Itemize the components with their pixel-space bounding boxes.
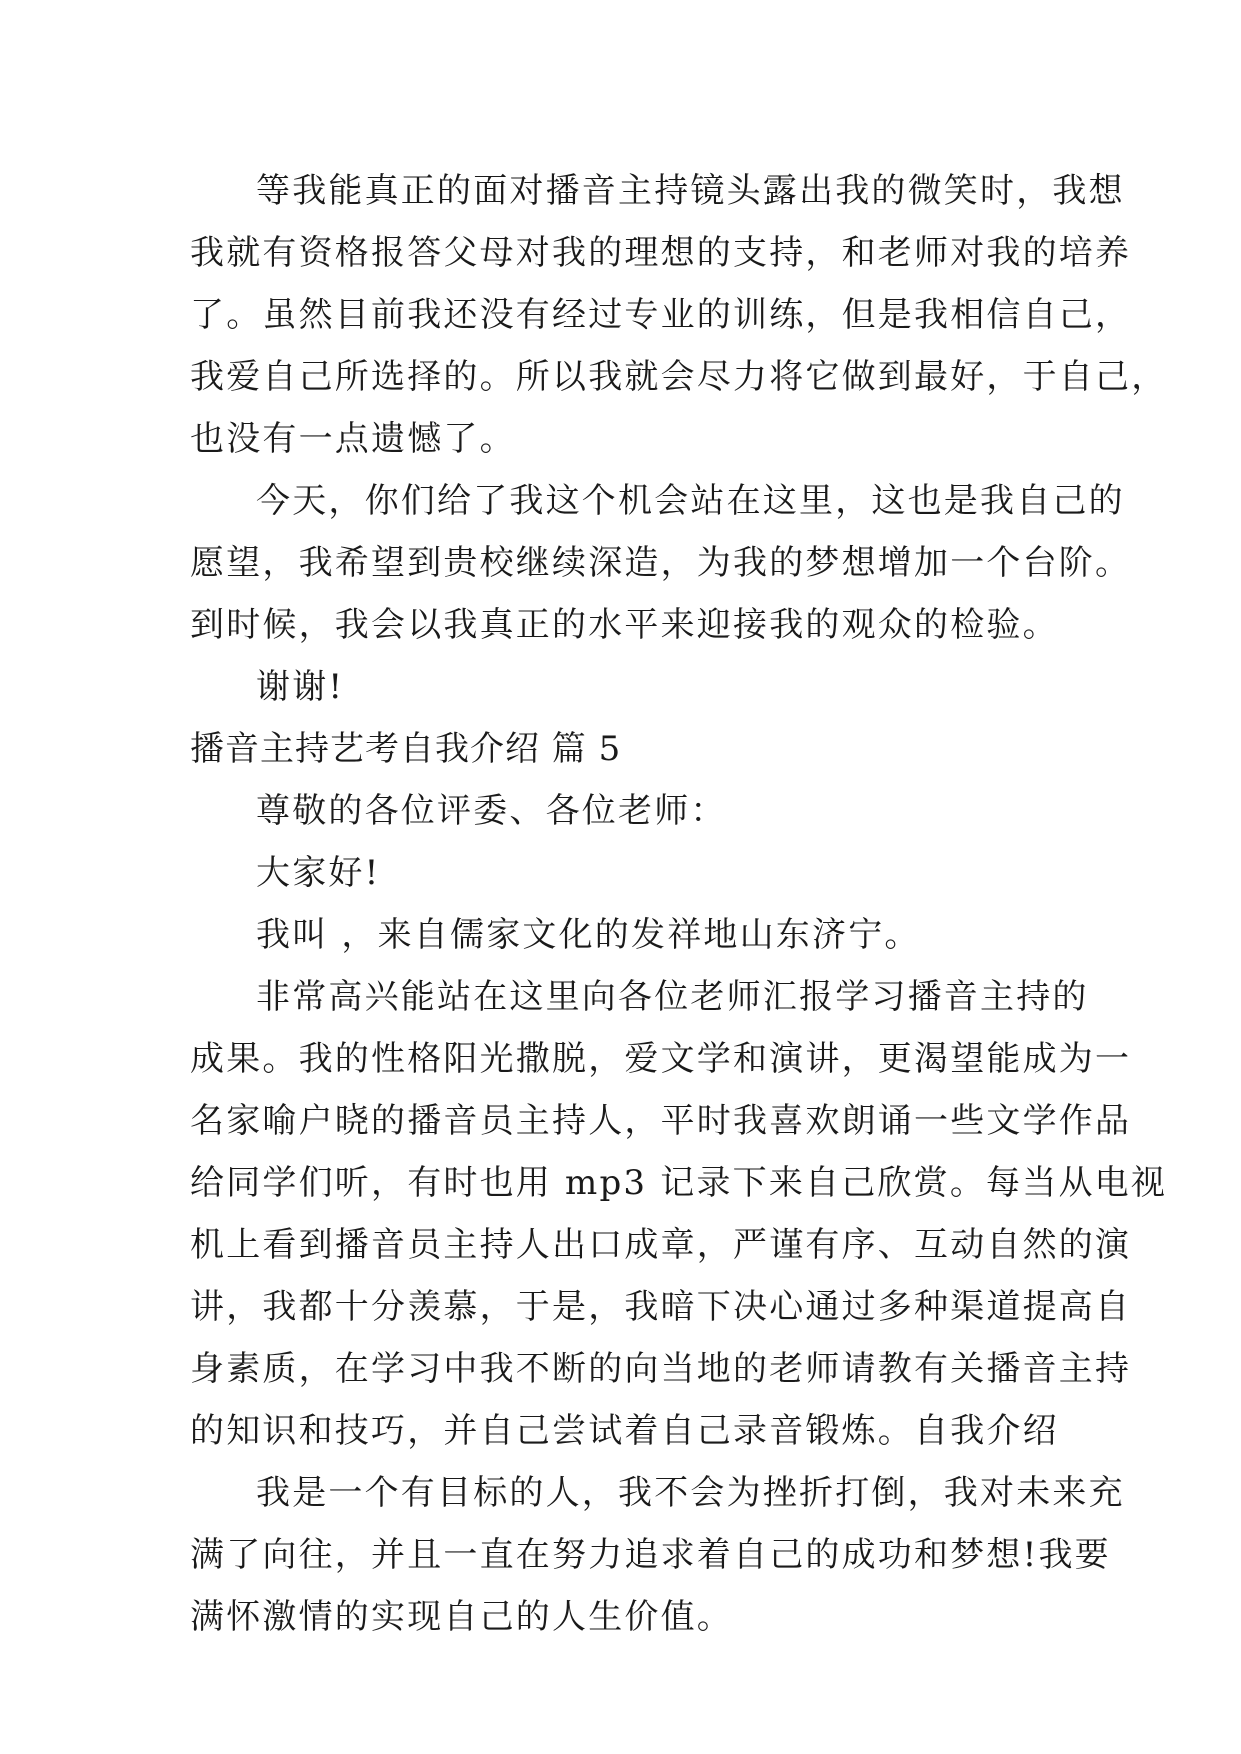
- paragraph-line: 机上看到播音员主持人出口成章，严谨有序、互动自然的演: [190, 1225, 1132, 1265]
- paragraph-line: 成果。我的性格阳光撒脱，爱文学和演讲，更渴望能成为一: [190, 1039, 1132, 1079]
- document-page: [190, 160, 1168, 1648]
- paragraph-line: 今天，你们给了我这个机会站在这里，这也是我自己的: [256, 481, 1125, 521]
- paragraph-line: 满怀激情的实现自己的人生价值。: [190, 1597, 733, 1637]
- paragraph-line: 身素质，在学习中我不断的向当地的老师请教有关播音主持: [190, 1349, 1132, 1389]
- paragraph-line: 尊敬的各位评委、各位老师：: [256, 791, 727, 831]
- paragraph-line: 满了向往，并且一直在努力追求着自己的成功和梦想!我要: [190, 1535, 1111, 1575]
- paragraph-line: 了。虽然目前我还没有经过专业的训练，但是我相信自己，: [190, 295, 1132, 335]
- paragraph-line: 我爱自己所选择的。所以我就会尽力将它做到最好，于自己，: [190, 357, 1168, 397]
- paragraph-line: 谢谢!: [256, 667, 345, 707]
- paragraph-line: 名家喻户晓的播音员主持人，平时我喜欢朗诵一些文学作品: [190, 1101, 1132, 1141]
- paragraph-line: 讲，我都十分羡慕，于是，我暗下决心通过多种渠道提高自: [190, 1287, 1132, 1327]
- paragraph-line: 也没有一点遗憾了。: [190, 419, 516, 459]
- paragraph-line: 我叫 ，来自儒家文化的发祥地山东济宁。: [256, 915, 921, 955]
- section-heading: 播音主持艺考自我介绍 篇 5: [190, 729, 622, 769]
- paragraph-line: 大家好!: [256, 853, 381, 893]
- paragraph-line: 等我能真正的面对播音主持镜头露出我的微笑时，我想: [256, 171, 1125, 211]
- paragraph-line: 我是一个有目标的人，我不会为挫折打倒，我对未来充: [256, 1473, 1125, 1513]
- paragraph-line: 非常高兴能站在这里向各位老师汇报学习播音主持的: [256, 977, 1089, 1017]
- paragraph-line: 到时候，我会以我真正的水平来迎接我的观众的检验。: [190, 605, 1059, 645]
- paragraph-line: 给同学们听，有时也用 mp3 记录下来自己欣赏。每当从电视: [190, 1163, 1168, 1203]
- paragraph-line: 愿望，我希望到贵校继续深造，为我的梦想增加一个台阶。: [190, 543, 1132, 583]
- paragraph-line: 的知识和技巧，并自己尝试着自己录音锻炼。自我介绍: [190, 1411, 1059, 1451]
- paragraph-line: 我就有资格报答父母对我的理想的支持，和老师对我的培养: [190, 233, 1132, 273]
